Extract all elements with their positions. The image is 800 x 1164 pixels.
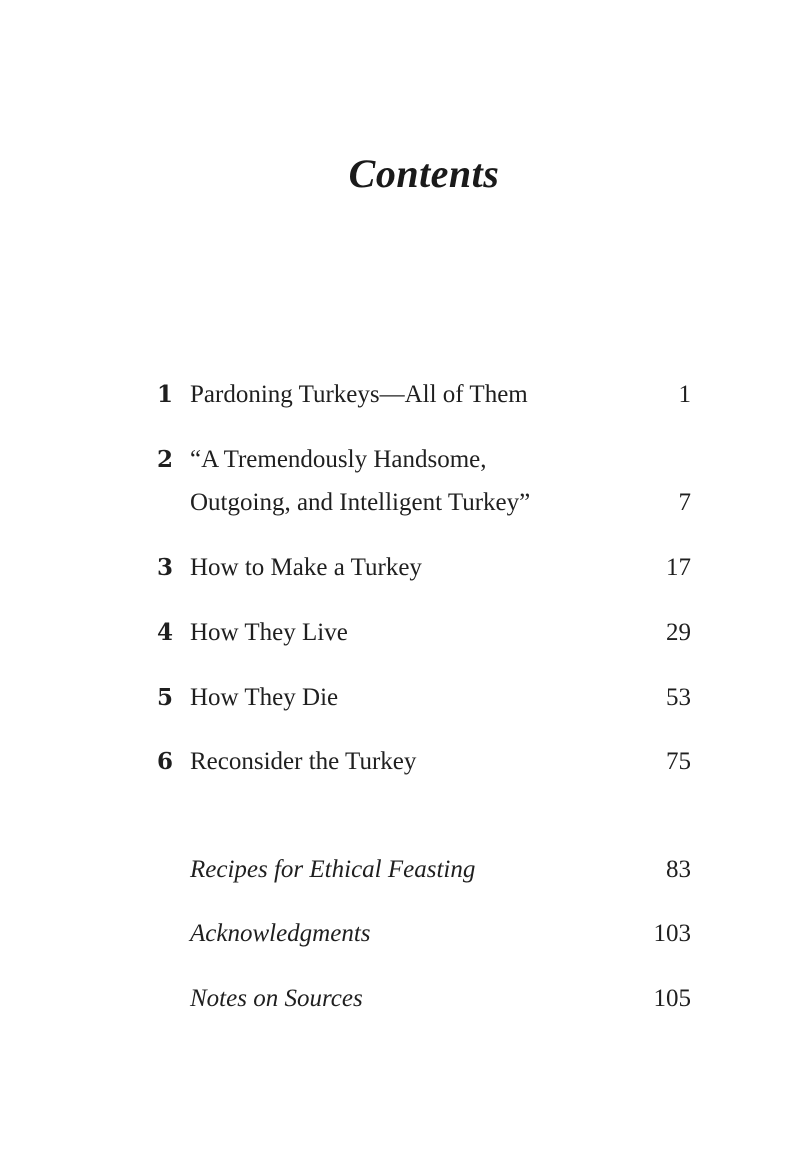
page-number: 29 — [666, 619, 691, 646]
page-number: 105 — [653, 985, 691, 1012]
page-number: 103 — [653, 920, 691, 947]
page-number: 75 — [666, 748, 691, 775]
page-title: Contents — [348, 151, 500, 196]
back-matter-title: Recipes for Ethical Feasting — [190, 856, 476, 883]
page-number: 7 — [678, 489, 691, 516]
chapter-number: 6 — [157, 748, 174, 775]
chapter-title: Reconsider the Turkey — [190, 748, 417, 775]
chapter-number: 3 — [157, 554, 174, 581]
chapter-number: 4 — [157, 619, 174, 646]
page-number: 53 — [666, 684, 691, 711]
chapter-title: “A Tremendously Handsome, Outgoing, and Intelligent Turkey” — [190, 446, 531, 516]
page-number: 83 — [666, 856, 691, 883]
chapter-number: 1 — [157, 381, 174, 408]
chapter-title: How They Die — [190, 684, 339, 711]
page-number: 17 — [666, 554, 691, 581]
page-number: 1 — [678, 381, 691, 408]
chapter-number: 5 — [157, 684, 174, 711]
chapter-title: How to Make a Turkey — [190, 554, 422, 581]
back-matter-title: Notes on Sources — [190, 985, 363, 1012]
chapter-title: Pardoning Turkeys—All of Them — [190, 381, 528, 408]
chapter-title: How They Live — [190, 619, 348, 646]
chapter-number: 2 — [157, 446, 174, 473]
toc-chapter-2[interactable] — [0, 438, 800, 524]
back-matter-title: Acknowledgments — [190, 920, 371, 947]
